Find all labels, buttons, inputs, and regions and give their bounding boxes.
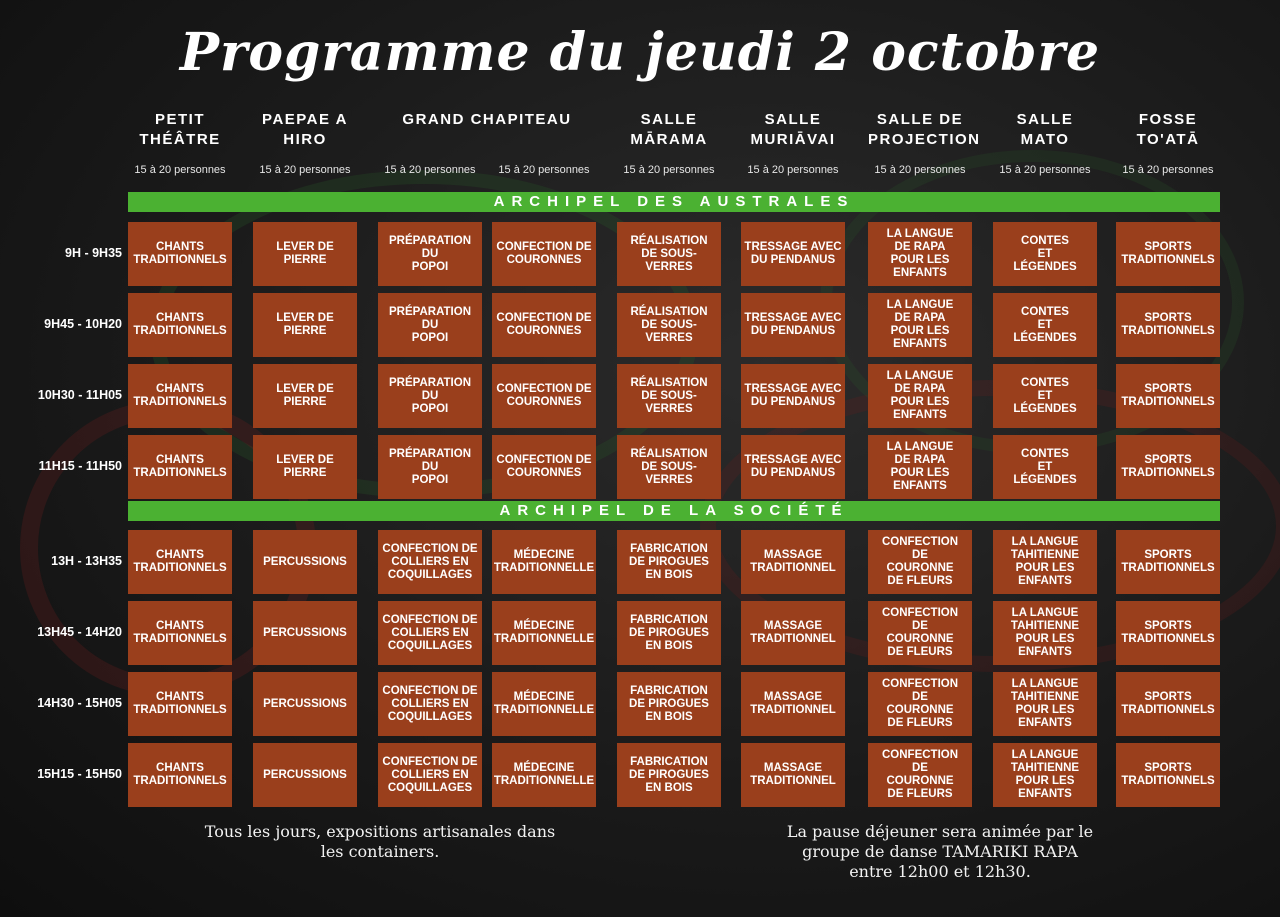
activity-cell: CONFECTION DE COURONNES xyxy=(492,364,596,428)
activity-cell: CHANTS TRADITIONNELS xyxy=(128,293,232,357)
activity-cell: CHANTS TRADITIONNELS xyxy=(128,601,232,665)
activity-cell: SPORTS TRADITIONNELS xyxy=(1116,293,1220,357)
activity-cell: SPORTS TRADITIONNELS xyxy=(1116,222,1220,286)
time-slot: 13H - 13H35 xyxy=(51,554,122,568)
activity-cell: LA LANGUE TAHITIENNE POUR LES ENFANTS xyxy=(993,530,1097,594)
venue-header: PAEPAE A HIRO xyxy=(262,111,348,148)
activity-cell: MASSAGE TRADITIONNEL xyxy=(741,743,845,807)
venue-header: SALLE MĀRAMA xyxy=(630,111,708,148)
activity-cell: TRESSAGE AVEC DU PENDANUS xyxy=(741,222,845,286)
activity-cell: LA LANGUE TAHITIENNE POUR LES ENFANTS xyxy=(993,672,1097,736)
venue-header: SALLE MATO xyxy=(1016,111,1074,148)
activity-cell: CONFECTION DE COURONNES xyxy=(492,293,596,357)
activity-cell: CHANTS TRADITIONNELS xyxy=(128,743,232,807)
activity-cell: CHANTS TRADITIONNELS xyxy=(128,364,232,428)
activity-cell: MASSAGE TRADITIONNEL xyxy=(741,530,845,594)
time-slot: 9H45 - 10H20 xyxy=(44,317,122,331)
activity-cell: MASSAGE TRADITIONNEL xyxy=(741,601,845,665)
activity-cell: LA LANGUE TAHITIENNE POUR LES ENFANTS xyxy=(993,743,1097,807)
activity-cell: CONFECTION DE COLLIERS EN COQUILLAGES xyxy=(378,601,482,665)
footer-note-right: La pause déjeuner sera animée par le groupe de danse TAMARIKI RAPA entre 12h00 et 12h30. xyxy=(786,822,1094,881)
time-slot: 14H30 - 15H05 xyxy=(37,696,122,710)
activity-cell: CHANTS TRADITIONNELS xyxy=(128,222,232,286)
activity-cell: FABRICATION DE PIROGUES EN BOIS xyxy=(617,530,721,594)
activity-cell: CONTES ET LÉGENDES xyxy=(993,435,1097,499)
capacity-label: 15 à 20 personnes xyxy=(1122,164,1214,176)
footer-note-left: Tous les jours, expositions artisanales dans les containers. xyxy=(204,822,556,861)
activity-cell: FABRICATION DE PIROGUES EN BOIS xyxy=(617,672,721,736)
time-slot: 13H45 - 14H20 xyxy=(37,625,122,639)
time-slot: 10H30 - 11H05 xyxy=(37,388,122,402)
venue-header: PETIT THÉÂTRE xyxy=(139,111,221,148)
activity-cell: SPORTS TRADITIONNELS xyxy=(1116,743,1220,807)
activity-cell: LA LANGUE DE RAPA POUR LES ENFANTS xyxy=(868,435,972,499)
activity-cell: LA LANGUE DE RAPA POUR LES ENFANTS xyxy=(868,222,972,286)
page-title: Programme du jeudi 2 octobre xyxy=(179,22,1101,83)
capacity-label: 15 à 20 personnes xyxy=(747,164,839,176)
activity-cell: CONTES ET LÉGENDES xyxy=(993,222,1097,286)
activity-cell: PERCUSSIONS xyxy=(253,530,357,594)
activity-cell: PERCUSSIONS xyxy=(253,672,357,736)
activity-cell: MÉDECINE TRADITIONNELLE xyxy=(492,601,596,665)
activity-cell: LEVER DE PIERRE xyxy=(253,222,357,286)
activity-cell: RÉALISATION DE SOUS-VERRES xyxy=(617,222,721,286)
time-slot: 15H15 - 15H50 xyxy=(37,767,122,781)
activity-cell: LEVER DE PIERRE xyxy=(253,435,357,499)
activity-cell: CONFECTION DE COURONNE DE FLEURS xyxy=(868,601,972,665)
activity-cell: TRESSAGE AVEC DU PENDANUS xyxy=(741,364,845,428)
activity-cell: FABRICATION DE PIROGUES EN BOIS xyxy=(617,601,721,665)
activity-cell: LA LANGUE DE RAPA POUR LES ENFANTS xyxy=(868,293,972,357)
activity-cell: CHANTS TRADITIONNELS xyxy=(128,435,232,499)
capacity-label: 15 à 20 personnes xyxy=(134,164,226,176)
capacity-label: 15 à 20 personnes xyxy=(874,164,966,176)
activity-cell: TRESSAGE AVEC DU PENDANUS xyxy=(741,435,845,499)
capacity-label: 15 à 20 personnes xyxy=(259,164,351,176)
activity-cell: LA LANGUE TAHITIENNE POUR LES ENFANTS xyxy=(993,601,1097,665)
activity-cell: FABRICATION DE PIROGUES EN BOIS xyxy=(617,743,721,807)
capacity-label: 15 à 20 personnes xyxy=(623,164,715,176)
venue-header: SALLE MURIĀVAI xyxy=(750,111,836,148)
activity-cell: MASSAGE TRADITIONNEL xyxy=(741,672,845,736)
capacity-label: 15 à 20 personnes xyxy=(999,164,1091,176)
activity-cell: PRÉPARATION DU POPOI xyxy=(378,222,482,286)
activity-cell: CONTES ET LÉGENDES xyxy=(993,293,1097,357)
activity-cell: CONFECTION DE COURONNE DE FLEURS xyxy=(868,672,972,736)
section-banner: ARCHIPEL DE LA SOCIÉTÉ xyxy=(128,501,1220,521)
activity-cell: CONFECTION DE COURONNE DE FLEURS xyxy=(868,530,972,594)
activity-cell: MÉDECINE TRADITIONNELLE xyxy=(492,672,596,736)
activity-cell: CONFECTION DE COLLIERS EN COQUILLAGES xyxy=(378,672,482,736)
capacity-label: 15 à 20 personnes xyxy=(498,164,590,176)
capacity-label: 15 à 20 personnes xyxy=(384,164,476,176)
activity-cell: SPORTS TRADITIONNELS xyxy=(1116,601,1220,665)
activity-cell: SPORTS TRADITIONNELS xyxy=(1116,435,1220,499)
activity-cell: MÉDECINE TRADITIONNELLE xyxy=(492,530,596,594)
activity-cell: LEVER DE PIERRE xyxy=(253,364,357,428)
activity-cell: SPORTS TRADITIONNELS xyxy=(1116,672,1220,736)
activity-cell: CONFECTION DE COLLIERS EN COQUILLAGES xyxy=(378,530,482,594)
activity-cell: RÉALISATION DE SOUS-VERRES xyxy=(617,435,721,499)
activity-cell: SPORTS TRADITIONNELS xyxy=(1116,530,1220,594)
time-slot: 11H15 - 11H50 xyxy=(38,459,122,473)
activity-cell: MÉDECINE TRADITIONNELLE xyxy=(492,743,596,807)
activity-cell: PERCUSSIONS xyxy=(253,601,357,665)
venue-header: GRAND CHAPITEAU xyxy=(402,111,572,128)
activity-cell: CHANTS TRADITIONNELS xyxy=(128,672,232,736)
activity-cell: CONFECTION DE COLLIERS EN COQUILLAGES xyxy=(378,743,482,807)
activity-cell: CONFECTION DE COURONNE DE FLEURS xyxy=(868,743,972,807)
venue-header: FOSSE TO'ATĀ xyxy=(1136,111,1200,148)
activity-cell: CONFECTION DE COURONNES xyxy=(492,435,596,499)
activity-cell: RÉALISATION DE SOUS-VERRES xyxy=(617,364,721,428)
section-banner: ARCHIPEL DES AUSTRALES xyxy=(128,192,1220,212)
activity-cell: CONTES ET LÉGENDES xyxy=(993,364,1097,428)
activity-cell: SPORTS TRADITIONNELS xyxy=(1116,364,1220,428)
time-slot: 9H - 9H35 xyxy=(65,246,122,260)
activity-cell: LA LANGUE DE RAPA POUR LES ENFANTS xyxy=(868,364,972,428)
activity-cell: PERCUSSIONS xyxy=(253,743,357,807)
activity-cell: CHANTS TRADITIONNELS xyxy=(128,530,232,594)
activity-cell: PRÉPARATION DU POPOI xyxy=(378,435,482,499)
venue-header: SALLE DE PROJECTION xyxy=(868,111,981,148)
activity-cell: PRÉPARATION DU POPOI xyxy=(378,364,482,428)
activity-cell: TRESSAGE AVEC DU PENDANUS xyxy=(741,293,845,357)
activity-cell: RÉALISATION DE SOUS-VERRES xyxy=(617,293,721,357)
activity-cell: LEVER DE PIERRE xyxy=(253,293,357,357)
activity-cell: PRÉPARATION DU POPOI xyxy=(378,293,482,357)
activity-cell: CONFECTION DE COURONNES xyxy=(492,222,596,286)
